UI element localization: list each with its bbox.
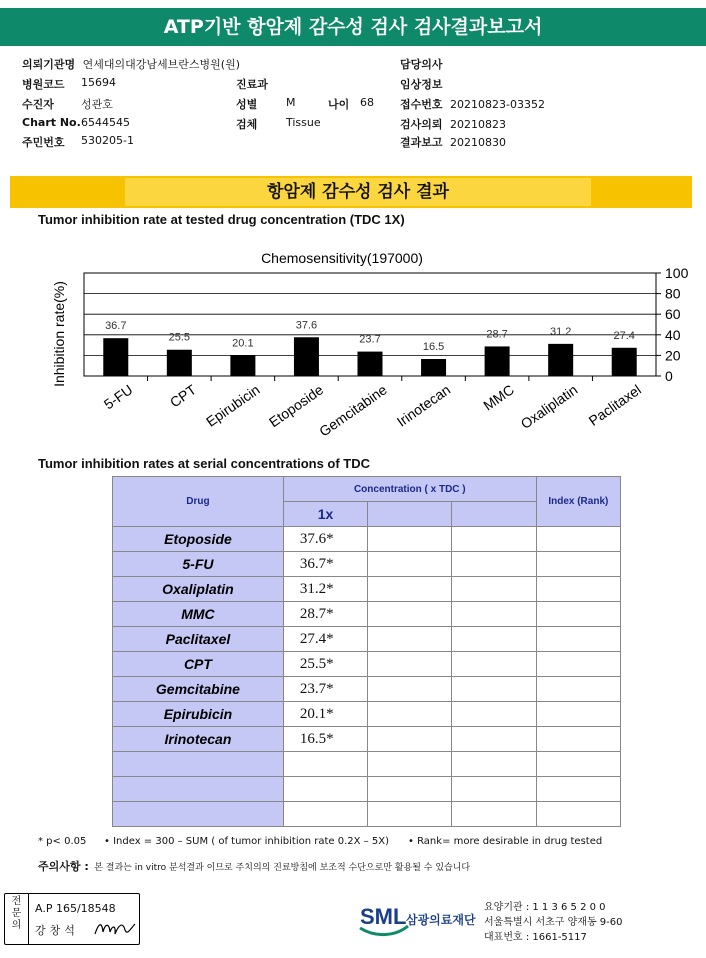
resident-label: 주민번호 [22, 136, 65, 149]
bar-oxaliplatin [548, 344, 573, 376]
request-value: 20210823 [450, 118, 507, 131]
clinical-label: 임상정보 [400, 78, 443, 91]
department-label: 진료과 [236, 78, 268, 91]
sex-label: 성별 [236, 98, 258, 111]
drug-cell [113, 802, 284, 827]
concentration-header: Concentration ( x TDC ) [283, 477, 536, 502]
request-label: 검사의뢰 [400, 118, 443, 131]
bar-cpt [167, 350, 192, 376]
results-table [112, 476, 621, 827]
y-tick-label: 0 [665, 368, 673, 384]
caution-note [38, 858, 470, 874]
caution-text: 본 결과는 in vitro 분석결과 이므로 주치의의 진료방침에 보조적 수단으로만 활용될 수 있습니다 [94, 863, 471, 873]
x-tick-label: Epirubicin [203, 381, 263, 430]
table-row [113, 652, 621, 677]
conc-col2-cell [368, 727, 452, 752]
conc-col3-cell [452, 752, 536, 777]
value-1x-cell: 36.7* [283, 552, 367, 577]
department-row [236, 76, 268, 92]
sex-row [236, 96, 374, 112]
drug-cell: MMC [113, 602, 284, 627]
age-value: 68 [360, 96, 374, 109]
table-row [113, 527, 621, 552]
report-title: ATP기반 항암제 감수성 검사 검사결과보고서 [0, 8, 706, 46]
signer-name: 강창석 [35, 924, 79, 937]
table-row [113, 702, 621, 727]
bar-value-label: 28.7 [486, 328, 508, 341]
conc-col3-cell [452, 777, 536, 802]
index-cell [536, 777, 620, 802]
x-tick-label: Irinotecan [393, 381, 454, 430]
report-date-value: 20210830 [450, 136, 507, 149]
ap-number: A.P 165/18548 [35, 902, 116, 915]
org-name: 삼광의료재단 [406, 913, 476, 927]
conc-col2-cell [368, 777, 452, 802]
signature-box [4, 893, 140, 945]
conc-1x-header: 1x [283, 502, 367, 527]
index-cell [536, 552, 620, 577]
sml-logo-icon [356, 898, 480, 942]
chart-no-label: Chart No. [22, 116, 81, 129]
receipt-label: 접수번호 [400, 98, 443, 111]
drug-cell: Epirubicin [113, 702, 284, 727]
conc-col2-cell [368, 577, 452, 602]
index-cell [536, 652, 620, 677]
section-header [10, 176, 692, 208]
conc-col2-cell [368, 602, 452, 627]
table-subtitle: Tumor inhibition rates at serial concentrations of TDC [38, 456, 371, 471]
bar-value-label: 16.5 [422, 341, 445, 354]
conc-col3-cell [452, 602, 536, 627]
conc-col2-cell [368, 652, 452, 677]
y-tick-label: 80 [665, 285, 681, 302]
sml-logo [356, 898, 480, 946]
drug-header: Drug [113, 477, 284, 527]
bar-value-label: 31.2 [549, 325, 572, 338]
conc-col2-cell [368, 752, 452, 777]
drug-cell [113, 752, 284, 777]
hospital-code-row [22, 76, 116, 92]
p-value-note: * p< 0.05 [38, 836, 87, 847]
examinee-row [22, 96, 113, 112]
report-date-row [400, 134, 506, 150]
hospital-code-label: 병원코드 [22, 78, 65, 91]
drug-cell: 5-FU [113, 552, 284, 577]
index-cell [536, 702, 620, 727]
age-label: 나이 [328, 98, 350, 111]
verify-label-text: 전문의 [11, 896, 22, 931]
org-address: 서울특별시 서초구 양재동 9-60 [484, 917, 623, 928]
index-cell [536, 527, 620, 552]
examinee-value: 성관호 [81, 98, 113, 111]
chart-subtitle: Tumor inhibition rate at tested drug concentration (TDC 1X) [38, 212, 405, 227]
table-row [113, 677, 621, 702]
conc-col3-cell [452, 702, 536, 727]
bar-5-fu [103, 338, 128, 376]
conc-col2-cell [368, 802, 452, 827]
value-1x-cell: 20.1* [283, 702, 367, 727]
chart-title: Chemosensitivity(197000) [261, 250, 423, 266]
specimen-row [236, 116, 321, 132]
doctor-row [400, 56, 443, 72]
org-phone: 대표번호 : 1661-5117 [484, 932, 587, 943]
bar-gemcitabine [358, 352, 383, 376]
x-tick-label: MMC [480, 381, 517, 414]
value-1x-cell: 25.5* [283, 652, 367, 677]
conc-col3-header [452, 502, 536, 527]
table-row [113, 802, 621, 827]
conc-col3-cell [452, 577, 536, 602]
drug-cell: Etoposide [113, 527, 284, 552]
value-1x-cell: 37.6* [283, 527, 367, 552]
clinical-row [400, 76, 443, 92]
request-row [400, 116, 506, 132]
x-tick-label: CPT [166, 381, 200, 411]
index-cell [536, 577, 620, 602]
table-row [113, 727, 621, 752]
drug-cell: CPT [113, 652, 284, 677]
table-row [113, 577, 621, 602]
specimen-label: 검체 [236, 118, 258, 131]
conc-col3-cell [452, 677, 536, 702]
institution-label: 의뢰기관명 [22, 58, 76, 71]
y-tick-label: 20 [665, 347, 681, 364]
conc-col3-cell [452, 627, 536, 652]
value-1x-cell: 23.7* [283, 677, 367, 702]
drug-cell [113, 777, 284, 802]
value-1x-cell: 31.2* [283, 577, 367, 602]
bar-value-label: 36.7 [105, 320, 127, 333]
drug-cell: Oxaliplatin [113, 577, 284, 602]
y-tick-label: 100 [665, 265, 689, 281]
value-1x-cell [283, 777, 367, 802]
bar-etoposide [294, 337, 319, 376]
index-cell [536, 802, 620, 827]
y-tick-label: 40 [665, 326, 681, 343]
conc-col3-cell [452, 727, 536, 752]
bar-value-label: 23.7 [359, 333, 381, 346]
chemosensitivity-chart [40, 240, 700, 450]
drug-cell: Irinotecan [113, 727, 284, 752]
bar-value-label: 20.1 [232, 337, 254, 350]
examinee-label: 수진자 [22, 98, 54, 111]
x-tick-label: Paclitaxel [585, 381, 644, 429]
conc-col2-cell [368, 527, 452, 552]
value-1x-cell [283, 802, 367, 827]
table-row [113, 627, 621, 652]
value-1x-cell: 28.7* [283, 602, 367, 627]
bar-paclitaxel [612, 348, 637, 376]
conc-col3-cell [452, 527, 536, 552]
index-header: Index (Rank) [536, 477, 620, 527]
bar-mmc [485, 346, 510, 376]
table-row [113, 602, 621, 627]
index-cell [536, 727, 620, 752]
resident-row [22, 134, 134, 150]
index-note: • Index = 300 – SUM ( of tumor inhibition rate 0.2X – 5X) [104, 836, 389, 847]
chart-no-row [22, 116, 130, 129]
signature-icon [93, 918, 137, 940]
chart-ylabel: Inhibition rate(%) [51, 281, 67, 387]
table-row [113, 777, 621, 802]
bar-value-label: 27.4 [613, 329, 635, 342]
logo-text: SML [360, 904, 407, 929]
drug-cell: Paclitaxel [113, 627, 284, 652]
institution-value: 연세대의대강남세브란스병원(원) [82, 58, 240, 71]
table-row [113, 552, 621, 577]
x-tick-label: Oxaliplatin [517, 381, 581, 432]
index-cell [536, 752, 620, 777]
hospital-code-value: 15694 [81, 76, 116, 89]
conc-col2-cell [368, 677, 452, 702]
drug-cell: Gemcitabine [113, 677, 284, 702]
bar-irinotecan [421, 359, 446, 376]
institution-code: 요양기관 : 1 1 3 6 5 2 0 0 [484, 902, 606, 913]
report-date-label: 결과보고 [400, 136, 443, 149]
index-cell [536, 677, 620, 702]
specimen-value: Tissue [286, 116, 321, 129]
org-info [484, 900, 623, 945]
value-1x-cell: 27.4* [283, 627, 367, 652]
resident-value: 530205-1 [81, 134, 134, 147]
x-tick-label: 5-FU [100, 381, 136, 413]
index-cell [536, 627, 620, 652]
table-row [113, 752, 621, 777]
value-1x-cell: 16.5* [283, 727, 367, 752]
conc-col2-cell [368, 552, 452, 577]
x-tick-label: Gemcitabine [316, 381, 390, 440]
index-cell [536, 602, 620, 627]
receipt-value: 20210823-03352 [450, 98, 545, 111]
conc-col2-header [368, 502, 452, 527]
institution-row [22, 56, 240, 72]
doctor-label: 담당의사 [400, 58, 443, 71]
section-title: 항암제 감수성 검사 결과 [125, 178, 591, 206]
conc-col2-cell [368, 627, 452, 652]
caution-label: 주의사항 : [38, 860, 89, 873]
receipt-row [400, 96, 545, 112]
y-tick-label: 60 [665, 306, 681, 323]
bar-epirubicin [230, 355, 255, 376]
rank-note: • Rank= more desirable in drug tested [408, 836, 603, 847]
conc-col2-cell [368, 702, 452, 727]
conc-col3-cell [452, 652, 536, 677]
conc-col3-cell [452, 802, 536, 827]
chart-no-value: 6544545 [81, 116, 130, 129]
x-tick-label: Etoposide [265, 381, 327, 431]
conc-col3-cell [452, 552, 536, 577]
value-1x-cell [283, 752, 367, 777]
sex-value: M [286, 96, 296, 109]
bar-value-label: 37.6 [295, 319, 318, 332]
bar-value-label: 25.5 [168, 331, 191, 344]
verify-label [5, 894, 29, 944]
